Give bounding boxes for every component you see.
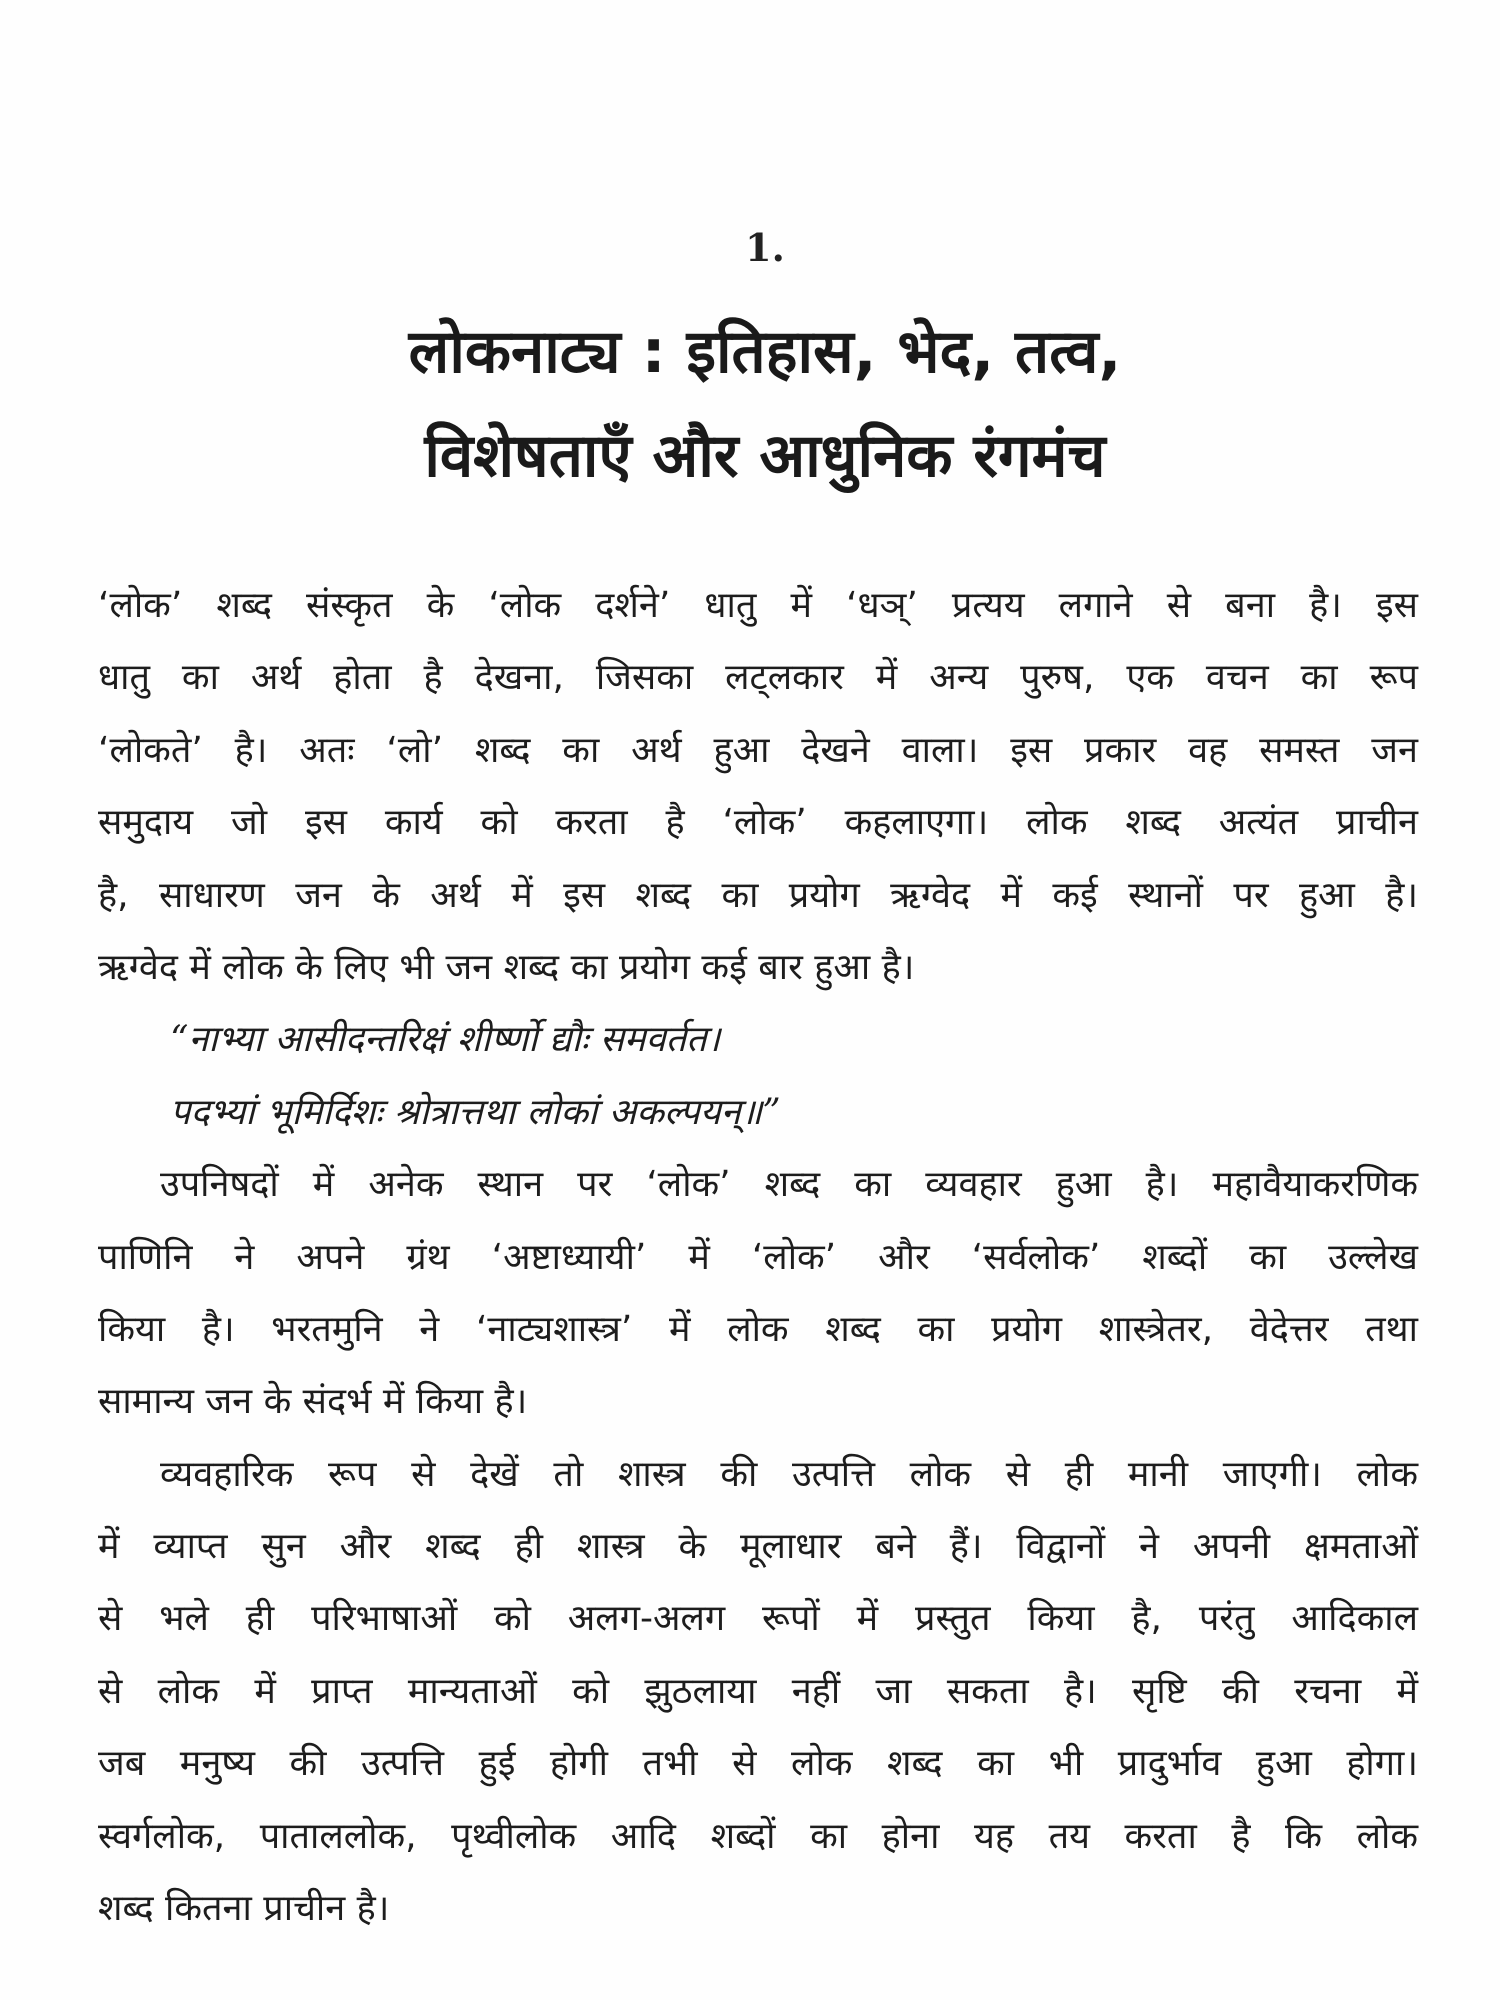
text-line: ‘लोक’ शब्द संस्कृत के ‘लोक दर्शने’ धातु में ‘धञ्’ प्रत्यय लगाने से बना है। इस: [98, 585, 1418, 626]
text-line: समुदाय जो इस कार्य को करता है ‘लोक’ कहलाएगा। लोक शब्द अत्यंत प्राचीन: [98, 802, 1418, 844]
text-line: ऋग्वेद में लोक के लिए भी जन शब्द का प्रयोग कई बार हुआ है।: [98, 946, 915, 988]
text-line: से भले ही परिभाषाओं को अलग-अलग रूपों में प्रस्तुत किया है, परंतु आदिकाल: [98, 1598, 1418, 1640]
body-text: [98, 570, 1418, 1945]
chapter-title-line: लोकनाट्य : इतिहास, भेद, तत्व,: [408, 317, 1122, 387]
verse-line: पदभ्यां भूमिर्दिशः श्रोत्रात्तथा लोकां अकल्पयन्॥”: [170, 1091, 781, 1133]
text-line: ‘लोकते’ है। अतः ‘लो’ शब्द का अर्थ हुआ देखने वाला। इस प्रकार वह समस्त जन: [98, 729, 1418, 771]
text-line: धातु का अर्थ होता है देखना, जिसका लट्लकार में अन्य पुरुष, एक वचन का रूप: [98, 657, 1418, 699]
chapter-title: [0, 300, 1500, 508]
text-line: सामान्य जन के संदर्भ में किया है।: [98, 1381, 528, 1423]
verse-line: “नाभ्या आसीदन्तरिक्षं शीर्ष्णो द्यौः समवर्तत।: [170, 1019, 721, 1061]
text-line: पाणिनि ने अपने ग्रंथ ‘अष्टाध्यायी’ में ‘लोक’ और ‘सर्वलोक’ शब्दों का उल्लेख: [98, 1236, 1418, 1278]
paragraph-2: [98, 1149, 1418, 1439]
chapter-title-line: विशेषताएँ और आधुनिक रंगमंच: [424, 421, 1106, 491]
text-line: उपनिषदों में अनेक स्थान पर ‘लोक’ शब्द का व्यवहार हुआ है। महावैयाकरणिक: [160, 1164, 1418, 1206]
chapter-number: 1.: [745, 225, 785, 270]
text-line: में व्याप्त सुन और शब्द ही शास्त्र के मूलाधार बने हैं। विद्वानों ने अपनी क्षमताओं: [98, 1526, 1418, 1568]
text-line: से लोक में प्राप्त मान्यताओं को झुठलाया नहीं जा सकता है। सृष्टि की रचना में: [98, 1670, 1418, 1712]
text-line: शब्द कितना प्राचीन है।: [98, 1888, 390, 1930]
text-line: किया है। भरतमुनि ने ‘नाट्यशास्त्र’ में लोक शब्द का प्रयोग शास्त्रेतर, वेदेत्तर तथा: [98, 1308, 1418, 1350]
text-line: स्वर्गलोक, पाताललोक, पृथ्वीलोक आदि शब्दों का होना यह तय करता है कि लोक: [98, 1815, 1418, 1857]
verse-quote: [98, 1004, 1418, 1149]
text-line: व्यवहारिक रूप से देखें तो शास्त्र की उत्पत्ति लोक से ही मानी जाएगी। लोक: [160, 1453, 1418, 1495]
paragraph-1: [98, 570, 1418, 1004]
text-line: है, साधारण जन के अर्थ में इस शब्द का प्रयोग ऋग्वेद में कई स्थानों पर हुआ है।: [98, 874, 1418, 916]
text-line: जब मनुष्य की उत्पत्ति हुई होगी तभी से लोक शब्द का भी प्रादुर्भाव हुआ होगा।: [98, 1743, 1418, 1785]
paragraph-3: [98, 1439, 1418, 1946]
